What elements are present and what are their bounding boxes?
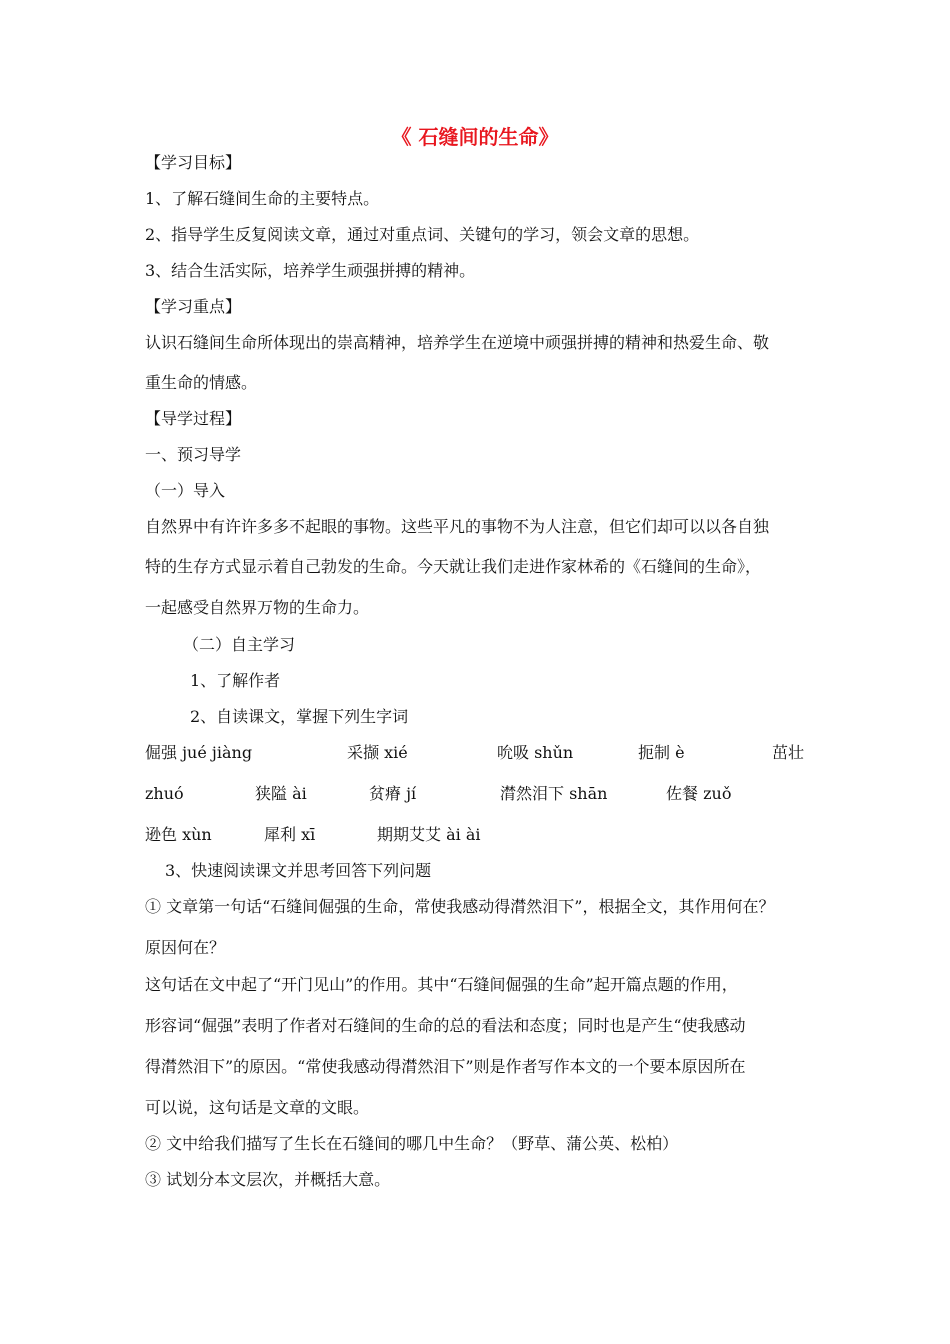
intro-line-3: 一起感受自然界万物的生命力。: [145, 598, 370, 617]
vocab-word: 期期艾艾 ài ài: [377, 825, 481, 844]
goal-item-1: 1、了解石缝间生命的主要特点。: [145, 189, 380, 208]
question-1-line-1: ① 文章第一句话“石缝间倔强的生命，常使我感动得潸然泪下”，根据全文，其作用何在？: [145, 897, 775, 916]
goals-header: 【学习目标】: [145, 153, 242, 172]
vocab-word: 茁壮: [772, 743, 805, 762]
focus-line-1: 认识石缝间生命所体现出的崇高精神，培养学生在逆境中顽强拼搏的精神和热爱生命、敬: [145, 333, 770, 352]
vocab-word: 贫瘠 jí: [369, 784, 417, 803]
question-3: ③ 试划分本文层次，并概括大意。: [145, 1170, 391, 1189]
intro-line-2: 特的生存方式显示着自己勃发的生命。今天就让我们走进作家林希的《石缝间的生命》，: [145, 557, 762, 576]
subsection-self-study: （二）自主学习: [183, 635, 296, 654]
vocab-word: 佐餐 zuǒ: [666, 784, 732, 803]
vocab-word: 采撷 xié: [347, 743, 408, 762]
step-3: 3、快速阅读课文并思考回答下列问题: [165, 861, 432, 880]
vocab-word: 吮吸 shǔn: [497, 743, 574, 762]
intro-line-1: 自然界中有许许多多不起眼的事物。这些平凡的事物不为人注意，但它们却可以以各自独: [145, 517, 770, 536]
step-1: 1、了解作者: [190, 671, 281, 690]
step-2: 2、自读课文，掌握下列生字词: [190, 707, 409, 726]
answer-1-line-1: 这句话在文中起了“开门见山”的作用。其中“石缝间倔强的生命”起开篇点题的作用，: [145, 975, 738, 994]
goal-item-2: 2、指导学生反复阅读文章，通过对重点词、关键句的学习，领会文章的思想。: [145, 225, 700, 244]
question-1-line-2: 原因何在？: [145, 938, 226, 957]
focus-line-2: 重生命的情感。: [145, 373, 258, 392]
vocab-word: 倔强 jué jiàng: [145, 743, 253, 762]
subsection-intro: （一）导入: [145, 481, 226, 500]
document-title: 《 石缝间的生命》: [391, 125, 559, 149]
answer-1-line-3: 得潸然泪下”的原因。“常使我感动得潸然泪下”则是作者写作本文的一个要本原因所在: [145, 1057, 746, 1076]
answer-1-line-4: 可以说，这句话是文章的文眼。: [145, 1098, 370, 1117]
vocab-word: 狭隘 ài: [255, 784, 307, 803]
section-heading: 一、预习导学: [145, 445, 242, 464]
vocab-word: 潸然泪下 shān: [500, 784, 608, 803]
process-header: 【导学过程】: [145, 409, 242, 428]
question-2: ② 文中给我们描写了生长在石缝间的哪几中生命？（野草、蒲公英、松柏）: [145, 1134, 679, 1153]
answer-1-line-2: 形容词“倔强”表明了作者对石缝间的生命的总的看法和态度；同时也是产生“使我感动: [145, 1016, 746, 1035]
goal-item-3: 3、结合生活实际，培养学生顽强拼搏的精神。: [145, 261, 476, 280]
vocab-word: 逊色 xùn: [145, 825, 212, 844]
vocab-word: zhuó: [145, 784, 184, 803]
vocab-word: 犀利 xī: [264, 825, 316, 844]
vocab-word: 扼制 è: [638, 743, 685, 762]
focus-header: 【学习重点】: [145, 297, 242, 316]
